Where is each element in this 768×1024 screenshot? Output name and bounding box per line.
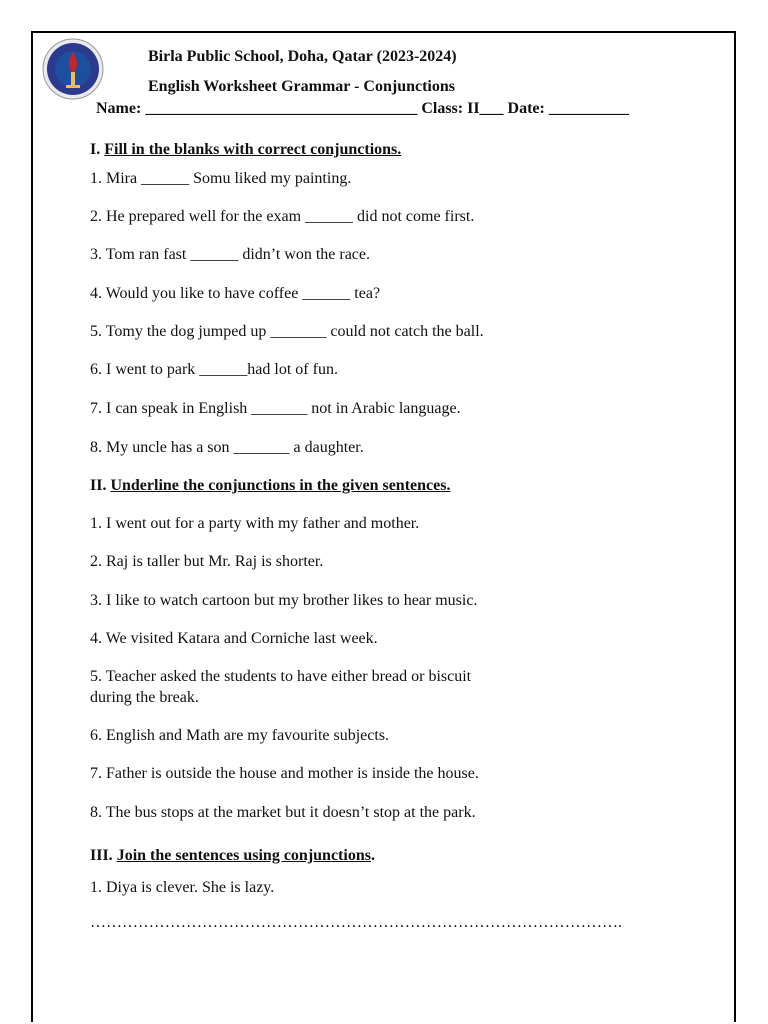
section-2-numeral: II. [90,477,107,494]
list-item: 1. Mira ______ Somu liked my painting. [90,170,352,187]
list-item-continuation: during the break. [90,689,199,706]
section-2-heading [90,477,450,495]
list-item: 6. English and Math are my favourite subjects. [90,727,390,744]
list-item: 3. I like to watch cartoon but my brother likes to hear music. [90,592,478,609]
section-1-title: Fill in the blanks with correct conjunctions. [104,141,402,158]
section-3-heading [90,847,375,865]
list-item: 4. Would you like to have coffee ______ tea? [90,285,381,302]
list-item: 4. We visited Katara and Corniche last week. [90,630,378,647]
list-item: 7. I can speak in English _______ not in Arabic language. [90,400,461,417]
list-item: 8. My uncle has a son _______ a daughter. [90,439,364,456]
section-3-title-period: . [370,847,375,864]
student-info-line: Name: __________________________________ Class: II___ Date: __________ [96,100,629,117]
section-3-title: Join the sentences using conjunctions [116,847,371,864]
section-1-heading [90,141,401,159]
list-item: 1. Diya is clever. She is lazy. [90,879,275,896]
worksheet-title: English Worksheet Grammar - Conjunctions [148,78,455,95]
list-item: 8. The bus stops at the market but it doesn’t stop at the park. [90,804,476,821]
list-item: 2. He prepared well for the exam ______ did not come first. [90,208,475,225]
list-item: 5. Teacher asked the students to have either bread or biscuit [90,668,472,685]
list-item: 3. Tom ran fast ______ didn’t won the race. [90,246,371,263]
school-logo [42,38,104,100]
list-item: 6. I went to park ______had lot of fun. [90,361,338,378]
school-name: Birla Public School, Doha, Qatar (2023-2024) [148,48,457,65]
section-1-numeral: I. [90,141,101,158]
section-3-numeral: III. [90,847,113,864]
section-2-title: Underline the conjunctions in the given sentences. [110,477,451,494]
list-item: 7. Father is outside the house and mother is inside the house. [90,765,479,782]
list-item: 5. Tomy the dog jumped up _______ could not catch the ball. [90,323,484,340]
list-item: 2. Raj is taller but Mr. Raj is shorter. [90,553,324,570]
list-item: 1. I went out for a party with my father and mother. [90,515,420,532]
answer-line[interactable]: ………………………………………………………………………………………. [90,914,622,931]
